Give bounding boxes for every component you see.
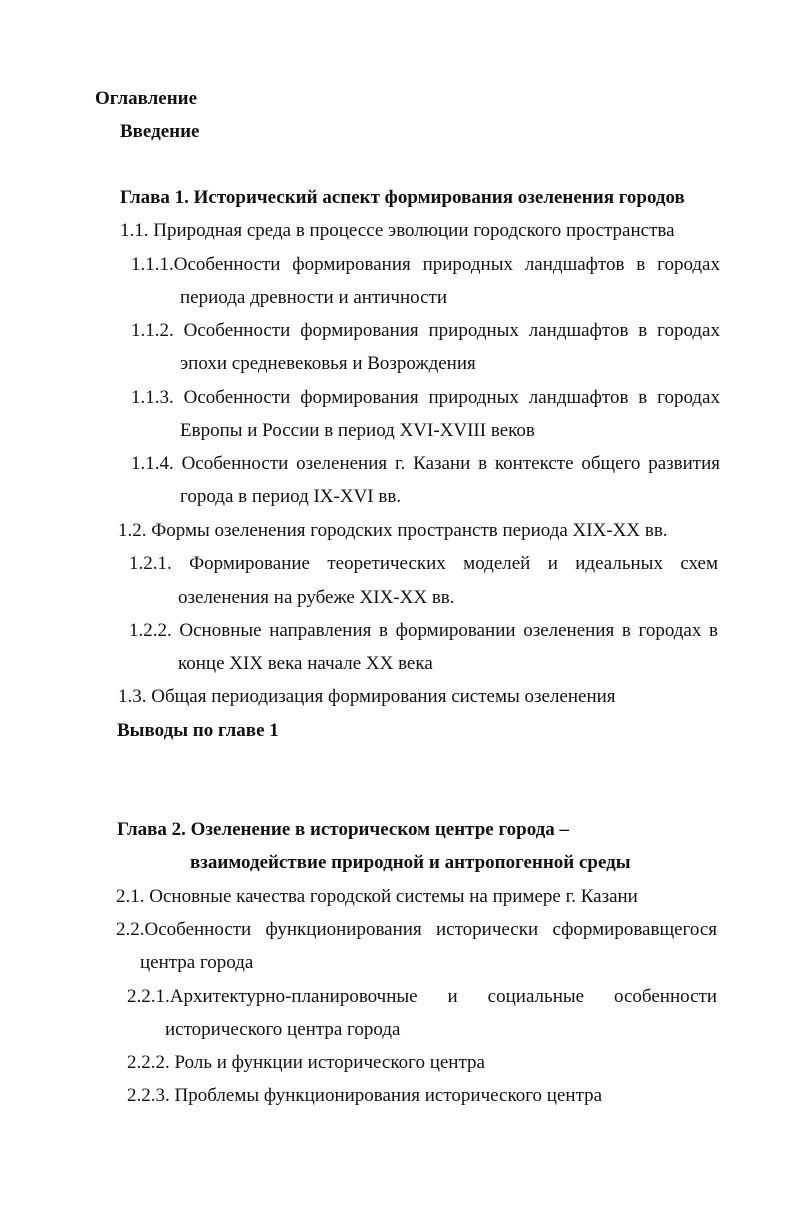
section-2-2-1-line2: исторического центра города (165, 1019, 401, 1040)
section-1-1-1-line2: периода древности и античности (180, 287, 448, 308)
section-1-1-3-line2: Европы и России в период XVI-XVIII веков (180, 420, 535, 441)
section-1-1-2-line1: 1.1.2. Особенности формирования природных ландшафтов в городах (131, 320, 720, 341)
section-1-1-4-line1: 1.1.4. Особенности озеленения г. Казани в контексте общего развития (131, 453, 720, 474)
section-1-1-1-line1: 1.1.1.Особенности формирования природных ландшафтов в городах (131, 254, 720, 275)
toc-title: Оглавление (95, 88, 198, 109)
section-2-2-1-line1: 2.2.1.Архитектурно-планировочные и социальные особенности (127, 986, 717, 1007)
section-1-2-2-line1: 1.2.2. Основные направления в формировании озеленения в городах в (129, 620, 718, 641)
section-1-2-1-line1: 1.2.1. Формирование теоретических моделей и идеальных схем (129, 553, 718, 574)
section-1-3: 1.3. Общая периодизация формирования системы озеленения (118, 686, 616, 707)
chapter-2-heading-line2: взаимодействие природной и антропогенной среды (190, 852, 631, 873)
section-2-2-2: 2.2.2. Роль и функции исторического центра (127, 1052, 485, 1073)
section-1-2: 1.2. Формы озеленения городских пространств периода XIX-XX вв. (118, 520, 668, 541)
section-1-1-2-line2: эпохи средневековья и Возрождения (180, 353, 476, 374)
toc-intro: Введение (120, 121, 200, 142)
section-2-2-3: 2.2.3. Проблемы функционирования исторического центра (127, 1085, 603, 1106)
section-1-1: 1.1. Природная среда в процессе эволюции городского пространства (120, 220, 675, 241)
section-1-2-1-line2: озеленения на рубеже XIX-XX вв. (178, 587, 455, 608)
chapter-1-conclusion: Выводы по главе 1 (117, 720, 279, 741)
section-2-2-line2: центра города (140, 952, 254, 973)
section-1-1-3-line1: 1.1.3. Особенности формирования природных ландшафтов в городах (131, 387, 720, 408)
section-1-1-4-line2: города в период IX-XVI вв. (180, 486, 402, 507)
chapter-2-heading-line1: Глава 2. Озеленение в историческом центре города – (117, 819, 570, 840)
section-1-2-2-line2: конце XIX века начале XX века (178, 653, 433, 674)
section-2-2-line1: 2.2.Особенности функционирования исторически сформировавщегося (116, 919, 717, 940)
chapter-1-heading: Глава 1. Исторический аспект формирования озеленения городов (120, 187, 685, 208)
section-2-1: 2.1. Основные качества городской системы на примере г. Казани (116, 886, 638, 907)
